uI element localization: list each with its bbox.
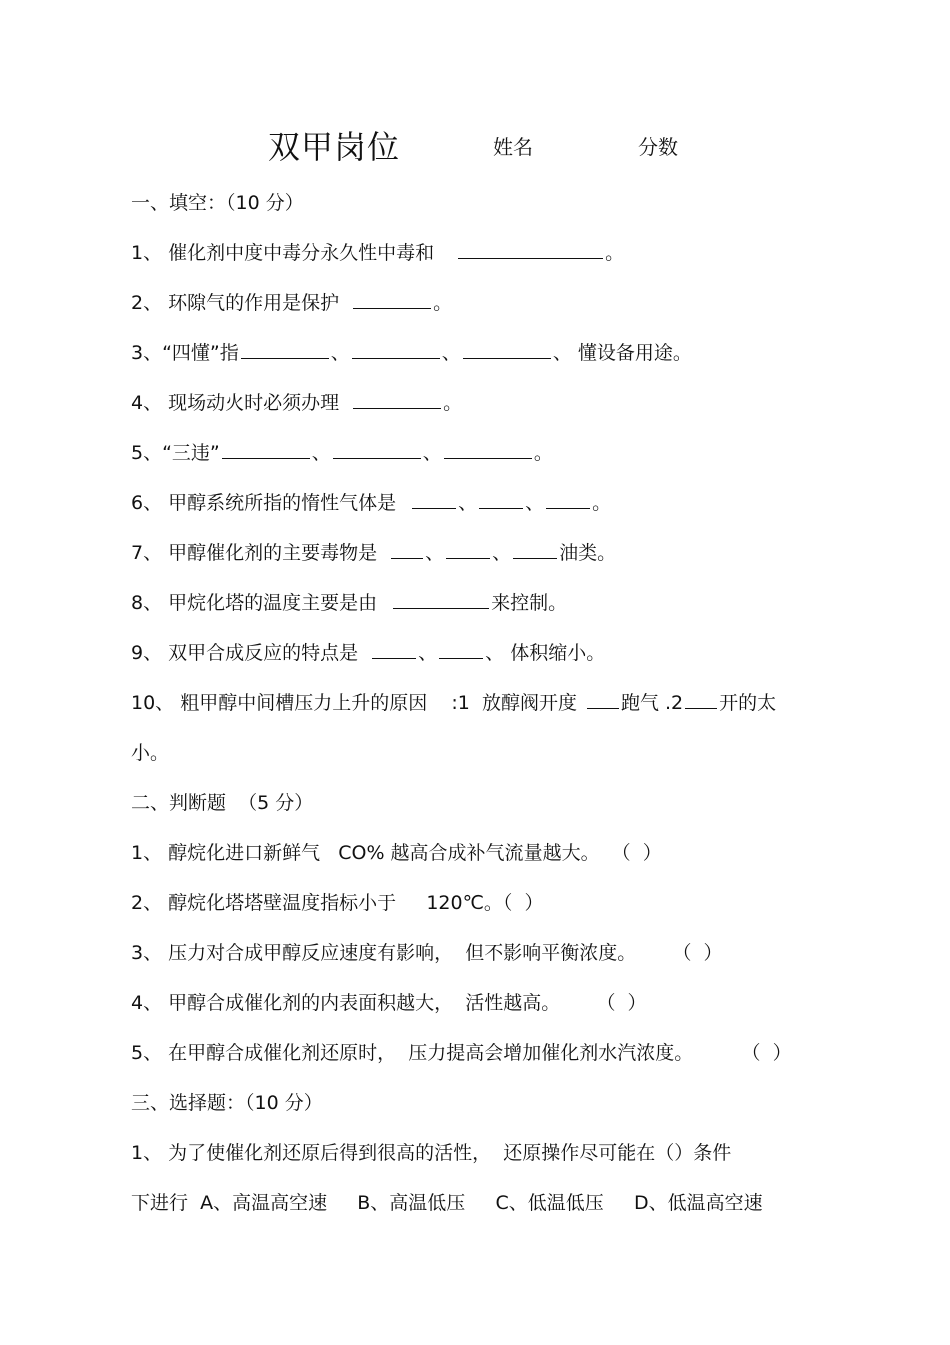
question-text: 4、 现场动火时必须办理 [131,392,340,414]
punct: 。 [605,242,625,264]
punct: 、 体积缩小。 [485,642,606,664]
punct: 、 [525,492,545,514]
question-text-end: 开的太 [719,692,777,714]
question-1-9 [131,640,605,666]
question-1-8 [131,590,567,616]
answer-blank[interactable] [446,540,490,559]
question-1-10 [131,690,776,716]
score-label: 分数 [638,135,678,159]
answer-blank[interactable] [333,440,421,459]
punct: 、 [458,492,478,514]
punct: 、 [492,542,512,564]
question-text: 8、 甲烷化塔的温度主要是由 [131,592,378,614]
answer-blank[interactable] [439,640,483,659]
answer-blank[interactable] [391,540,423,559]
punct: 、 [422,442,442,464]
question-text: 10、 粗甲醇中间槽压力上升的原因 :1 放醇阀开度 [131,692,577,714]
question-3-1-options: 下进行 A、高温高空速 B、高温低压 C、低温低压 D、低温高空速 [131,1192,763,1214]
section3-heading: 三、选择题：（10 分） [131,1092,323,1114]
answer-blank[interactable] [352,340,440,359]
answer-blank[interactable] [412,490,456,509]
question-2-2: 2、 醇烷化塔塔壁温度指标小于 120℃。（ ） [131,892,544,914]
question-text: 1、 催化剂中度中毒分永久性中毒和 [131,242,435,264]
question-1-2 [131,290,452,316]
punct: 、 [311,442,331,464]
section1-heading: 一、填空：（10 分） [131,192,304,214]
punct: 、 懂设备用途。 [552,342,692,364]
question-1-4 [131,390,462,416]
question-1-5 [131,440,553,466]
question-2-1: 1、 醇烷化进口新鲜气 CO% 越高合成补气流量越大。 （ ） [131,842,662,864]
question-1-7 [131,540,616,566]
punct: 、 [425,542,445,564]
answer-blank[interactable] [353,390,441,409]
question-3-1: 1、 为了使催化剂还原后得到很高的活性， 还原操作尽可能在（）条件 [131,1142,732,1164]
question-1-3 [131,340,692,366]
name-label: 姓名 [493,135,533,159]
punct: 油类。 [559,542,617,564]
answer-blank[interactable] [458,240,603,259]
answer-blank[interactable] [685,690,717,709]
question-1-10-continued: 小。 [131,742,170,764]
question-2-3: 3、 压力对合成甲醇反应速度有影响， 但不影响平衡浓度。 （ ） [131,942,723,964]
answer-blank[interactable] [444,440,532,459]
punct: 来控制。 [491,592,568,614]
question-text: 3、“四懂”指 [131,342,239,364]
question-text: 2、 环隙气的作用是保护 [131,292,340,314]
answer-blank[interactable] [463,340,551,359]
answer-blank[interactable] [513,540,557,559]
answer-blank[interactable] [372,640,416,659]
answer-blank[interactable] [241,340,329,359]
question-2-5: 5、 在甲醇合成催化剂还原时， 压力提高会增加催化剂水汽浓度。 （ ） [131,1042,792,1064]
question-text: 9、 双甲合成反应的特点是 [131,642,359,664]
question-1-1 [131,240,624,266]
question-text-mid: 跑气 .2 [620,692,684,714]
answer-blank[interactable] [479,490,523,509]
section2-heading: 二、判断题 （5 分） [131,792,314,814]
punct: 。 [443,392,463,414]
answer-blank[interactable] [587,690,619,709]
page-title: 双甲岗位 [268,128,401,166]
answer-blank[interactable] [353,290,431,309]
punct: 、 [330,342,350,364]
punct: 、 [441,342,461,364]
question-text: 7、 甲醇催化剂的主要毒物是 [131,542,378,564]
question-text: 5、“三违” [131,442,220,464]
question-text: 6、 甲醇系统所指的惰性气体是 [131,492,397,514]
question-1-6 [131,490,611,516]
punct: 。 [433,292,453,314]
punct: 。 [592,492,612,514]
punct: 。 [533,442,553,464]
punct: 、 [418,642,438,664]
answer-blank[interactable] [546,490,590,509]
answer-blank[interactable] [222,440,310,459]
question-2-4: 4、 甲醇合成催化剂的内表面积越大， 活性越高。 （ ） [131,992,647,1014]
answer-blank[interactable] [393,590,489,609]
